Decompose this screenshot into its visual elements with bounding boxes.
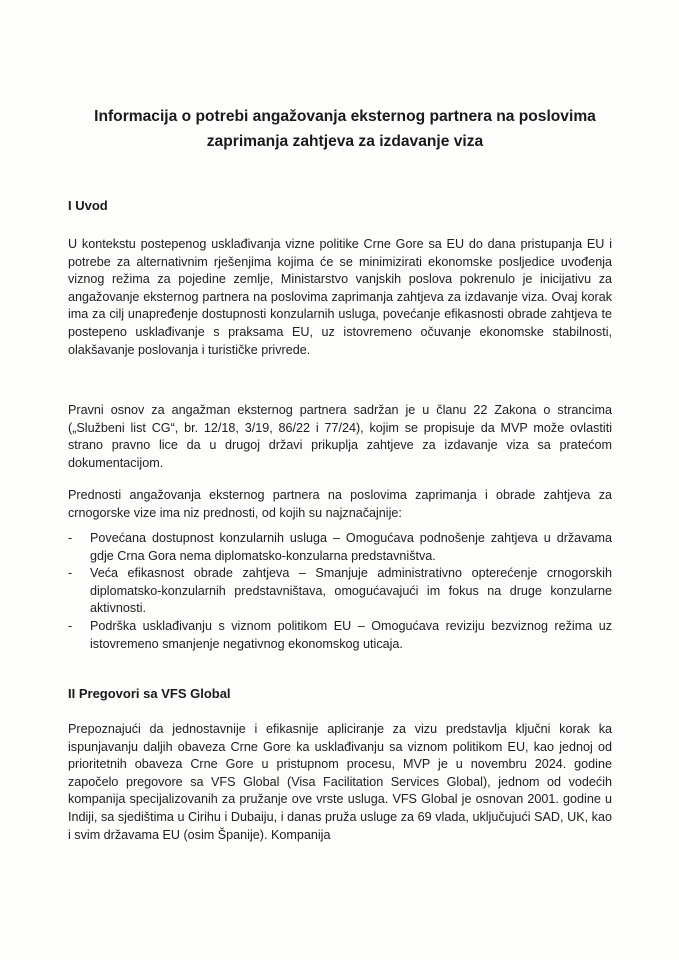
- section-1-paragraph-2: Pravni osnov za angažman eksternog partnera sadržan je u članu 22 Zakona o strancima („Službeni list CG“, br. 12/18, 3/19, 86/22 i 77/24), kojim se propisuje da MVP može ovlastiti strano pravno lice da u drugoj državi prikuplja zahtjeve za izdavanje viza sa pratećom dokumentacijom.: [68, 403, 612, 470]
- title-line-2: zaprimanja zahtjeva za izdavanje viza: [206, 133, 484, 150]
- document-title: [70, 104, 620, 154]
- list-item: [68, 565, 612, 618]
- list-item: [68, 530, 612, 565]
- bullet-dash: -: [68, 566, 73, 581]
- title-line-1: Informacija o potrebi angažovanja eksternog partnera na poslovima: [94, 108, 596, 125]
- bullet-dash: -: [68, 531, 73, 545]
- section-1-paragraph-1: U kontekstu postepenog usklađivanja vizne politike Crne Gore sa EU do dana pristupanja EU i potrebe za alternativnim rješenjima kojima će se minimizirati ekonomske posljedice uvođenja viznog režima za pojedine zemlje, Ministarstvo vanjskih poslova pokrenulo je inicijativu za angažovanje eksternog partnera na poslovima zaprimanja zahtjeva za izdavanje viza. Ovaj korak ima za cilj unapređenje dostupnosti konzularnih usluga, povećanje efikasnosti obrade zahtjeva te postepeno usklađivanje s praksama EU, uz istovremeno očuvanje ekonomske stabilnosti, olakšavanje poslovanja i turističke privrede.: [68, 237, 612, 357]
- list-item-text: Povećana dostupnost konzularnih usluga – Omogućava podnošenje zahtjeva u državama gdje Crna Gora nema diplomatsko-konzularna predstavništva.: [90, 531, 612, 563]
- advantages-list: [68, 530, 612, 653]
- section-1-heading: I Uvod: [68, 198, 108, 213]
- section-2-heading: II Pregovori sa VFS Global: [68, 686, 231, 701]
- section-1-paragraph-3: Prednosti angažovanja eksternog partnera na poslovima zaprimanja i obrade zahtjeva za crnogorske vize ima niz prednosti, od kojih su najznačajnije:: [68, 488, 612, 520]
- list-item-text: Podrška usklađivanju s viznom politikom EU – Omogućava reviziju bezviznog režima uz istovremeno smanjenje negativnog ekonomskog uticaja.: [90, 618, 612, 651]
- bullet-dash: -: [68, 618, 73, 633]
- section-2-paragraph-1: Prepoznajući da jednostavnije i efikasnije apliciranje za vizu predstavlja ključni korak ka ispunjavanju daljih obaveza Crne Gore ka usklađivanju sa viznom politikom EU, kao jednoj od prioritetnih obaveza Crne Gore u pristupnom procesu, MVP je u novembru 2024. godine započelo pregovore sa VFS Global (Visa Facilitation Services Global), jednom od vodećih kompanija specijalizovanih za pružanje ove vrste usluga. VFS Global je osnovan 2001. godine u Indiji, sa sjedištima u Cirihu i Dubaiju, i danas pruža usluge za 69 vlada, uključujući SAD, UK, kao i svim državama EU (osim Španije). Kompanija: [68, 722, 612, 842]
- list-item-text: Veća efikasnost obrade zahtjeva – Smanjuje administrativno opterećenje crnogorskih diplomatsko-konzularnih predstavništava, omogućavajući im fokus na druge konzularne aktivnosti.: [90, 566, 612, 616]
- list-item: [68, 618, 612, 653]
